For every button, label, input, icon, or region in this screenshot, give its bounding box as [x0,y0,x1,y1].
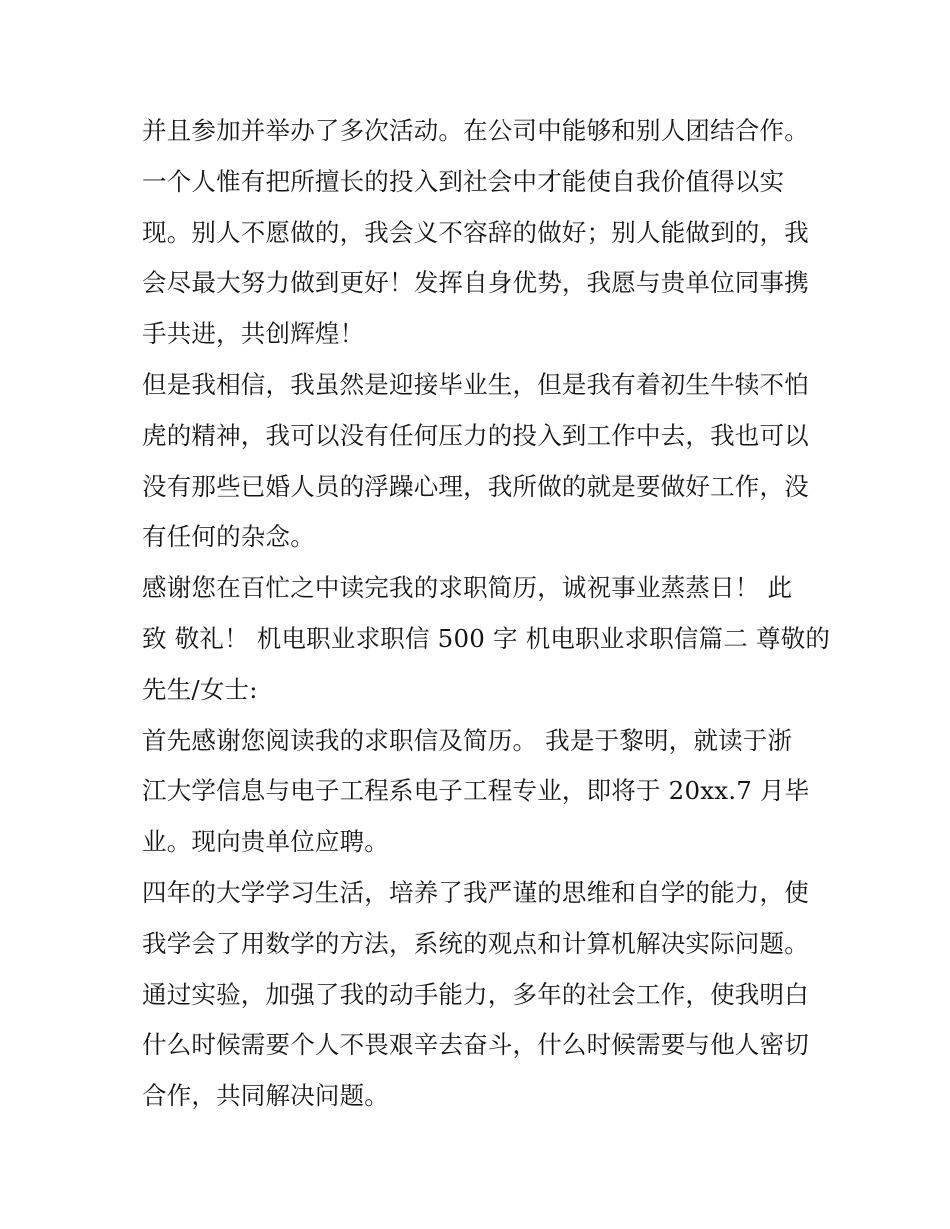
text-line: 但是我相信，我虽然是迎接毕业生，但是我有着初生牛犊不怕 [142,369,809,399]
text-line: 会尽最大努力做到更好！发挥自身优势，我愿与贵单位同事携 [142,268,809,298]
text-line: 江大学信息与电子工程系电子工程专业，即将于 20xx.7 月毕 [142,776,810,806]
text-line: 业。现向贵单位应聘。 [142,827,389,857]
text-line: 虎的精神，我可以没有任何压力的投入到工作中去，我也可以 [142,420,809,450]
text-line: 什么时候需要个人不畏艰辛去奋斗，什么时候需要与他人密切 [142,1030,809,1060]
text-line: 通过实验，加强了我的动手能力，多年的社会工作，使我明白 [142,979,809,1009]
text-line: 有任何的杂念。 [142,522,315,552]
text-line: 致 敬礼！ 机电职业求职信 500 字 机电职业求职信篇二 尊敬的 [142,623,831,653]
text-line: 我学会了用数学的方法，系统的观点和计算机解决实际问题。 [142,928,809,958]
text-line: 一个人惟有把所擅长的投入到社会中才能使自我价值得以实 [142,166,785,196]
text-line: 没有那些已婚人员的浮躁心理，我所做的就是要做好工作，没 [142,471,809,501]
body-text [142,106,831,1122]
text-line: 现。别人不愿做的，我会义不容辞的做好；别人能做到的，我 [142,217,809,247]
text-line: 四年的大学学习生活，培养了我严谨的思维和自学的能力，使 [142,877,809,907]
text-line: 合作，共同解决问题。 [142,1081,389,1111]
text-line: 感谢您在百忙之中读完我的求职简历，诚祝事业蒸蒸日！ 此 [142,573,793,603]
text-line: 首先感谢您阅读我的求职信及简历。 我是于黎明，就读于浙 [142,725,793,755]
text-line: 先生/女士: [142,674,258,704]
text-line: 并且参加并举办了多次活动。在公司中能够和别人团结合作。 [142,116,809,145]
text-line: 手共进，共创辉煌！ [142,319,365,349]
